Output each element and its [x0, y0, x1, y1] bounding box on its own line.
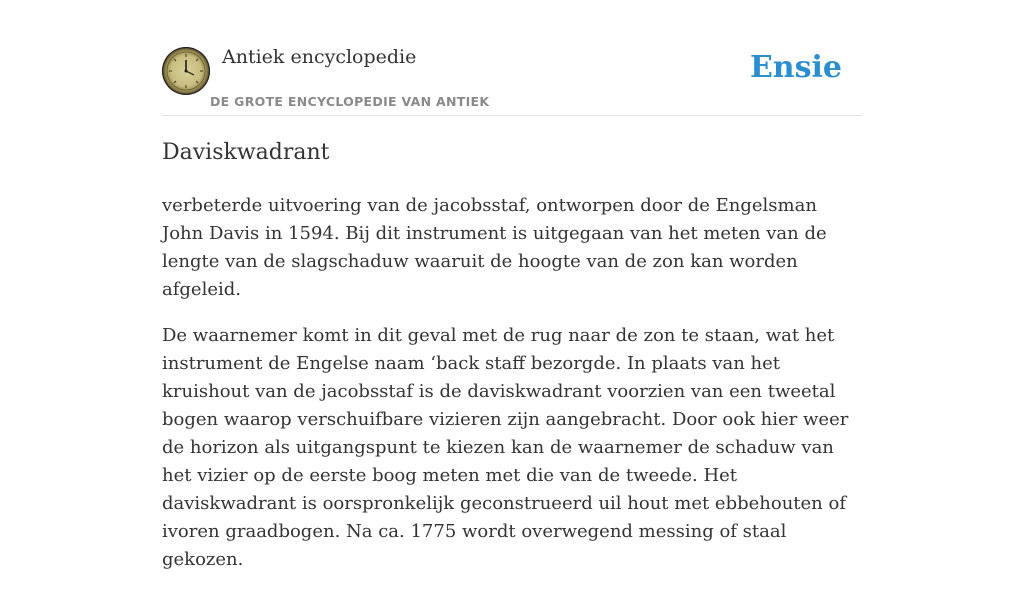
page-title: Daviskwadrant: [162, 140, 330, 165]
article-body: [162, 192, 862, 592]
clock-icon[interactable]: [162, 47, 210, 95]
article-paragraph: De waarnemer komt in dit geval met de rug naar de zon te staan, wat het instrument de Engelse naam ‘back staff bezorgde. In plaats van het kruishout van de jacobsstaf is de daviskwadrant voorzien van een tweetal bogen waarop verschuifbare vizieren zijn aangebracht. Door ook hier weer de horizon als uitgangspunt te kiezen kan de waarnemer de schaduw van het vizier op de eerste boog meten met die van de tweede. Het daviskwadrant is oorspronkelijk geconstrueerd uil hout met ebbehouten of ivoren graadbogen. Na ca. 1775 wordt overwegend messing of staal gekozen.: [162, 325, 849, 570]
brand-logo[interactable]: Ensie: [749, 50, 842, 85]
page-container: [162, 0, 862, 570]
article-paragraph: verbeterde uitvoering van de jacobsstaf, ontworpen door de Engelsman John Davis in 1594. Bij dit instrument is uitgegaan van het meten van de lengte van de slagschaduw waaruit de hoogte van de zon kan worden afgeleid.: [162, 195, 827, 300]
site-header: [162, 0, 862, 116]
site-title[interactable]: Antiek encyclopedie: [222, 46, 417, 68]
site-subtitle: DE GROTE ENCYCLOPEDIE VAN ANTIEK: [210, 94, 490, 109]
